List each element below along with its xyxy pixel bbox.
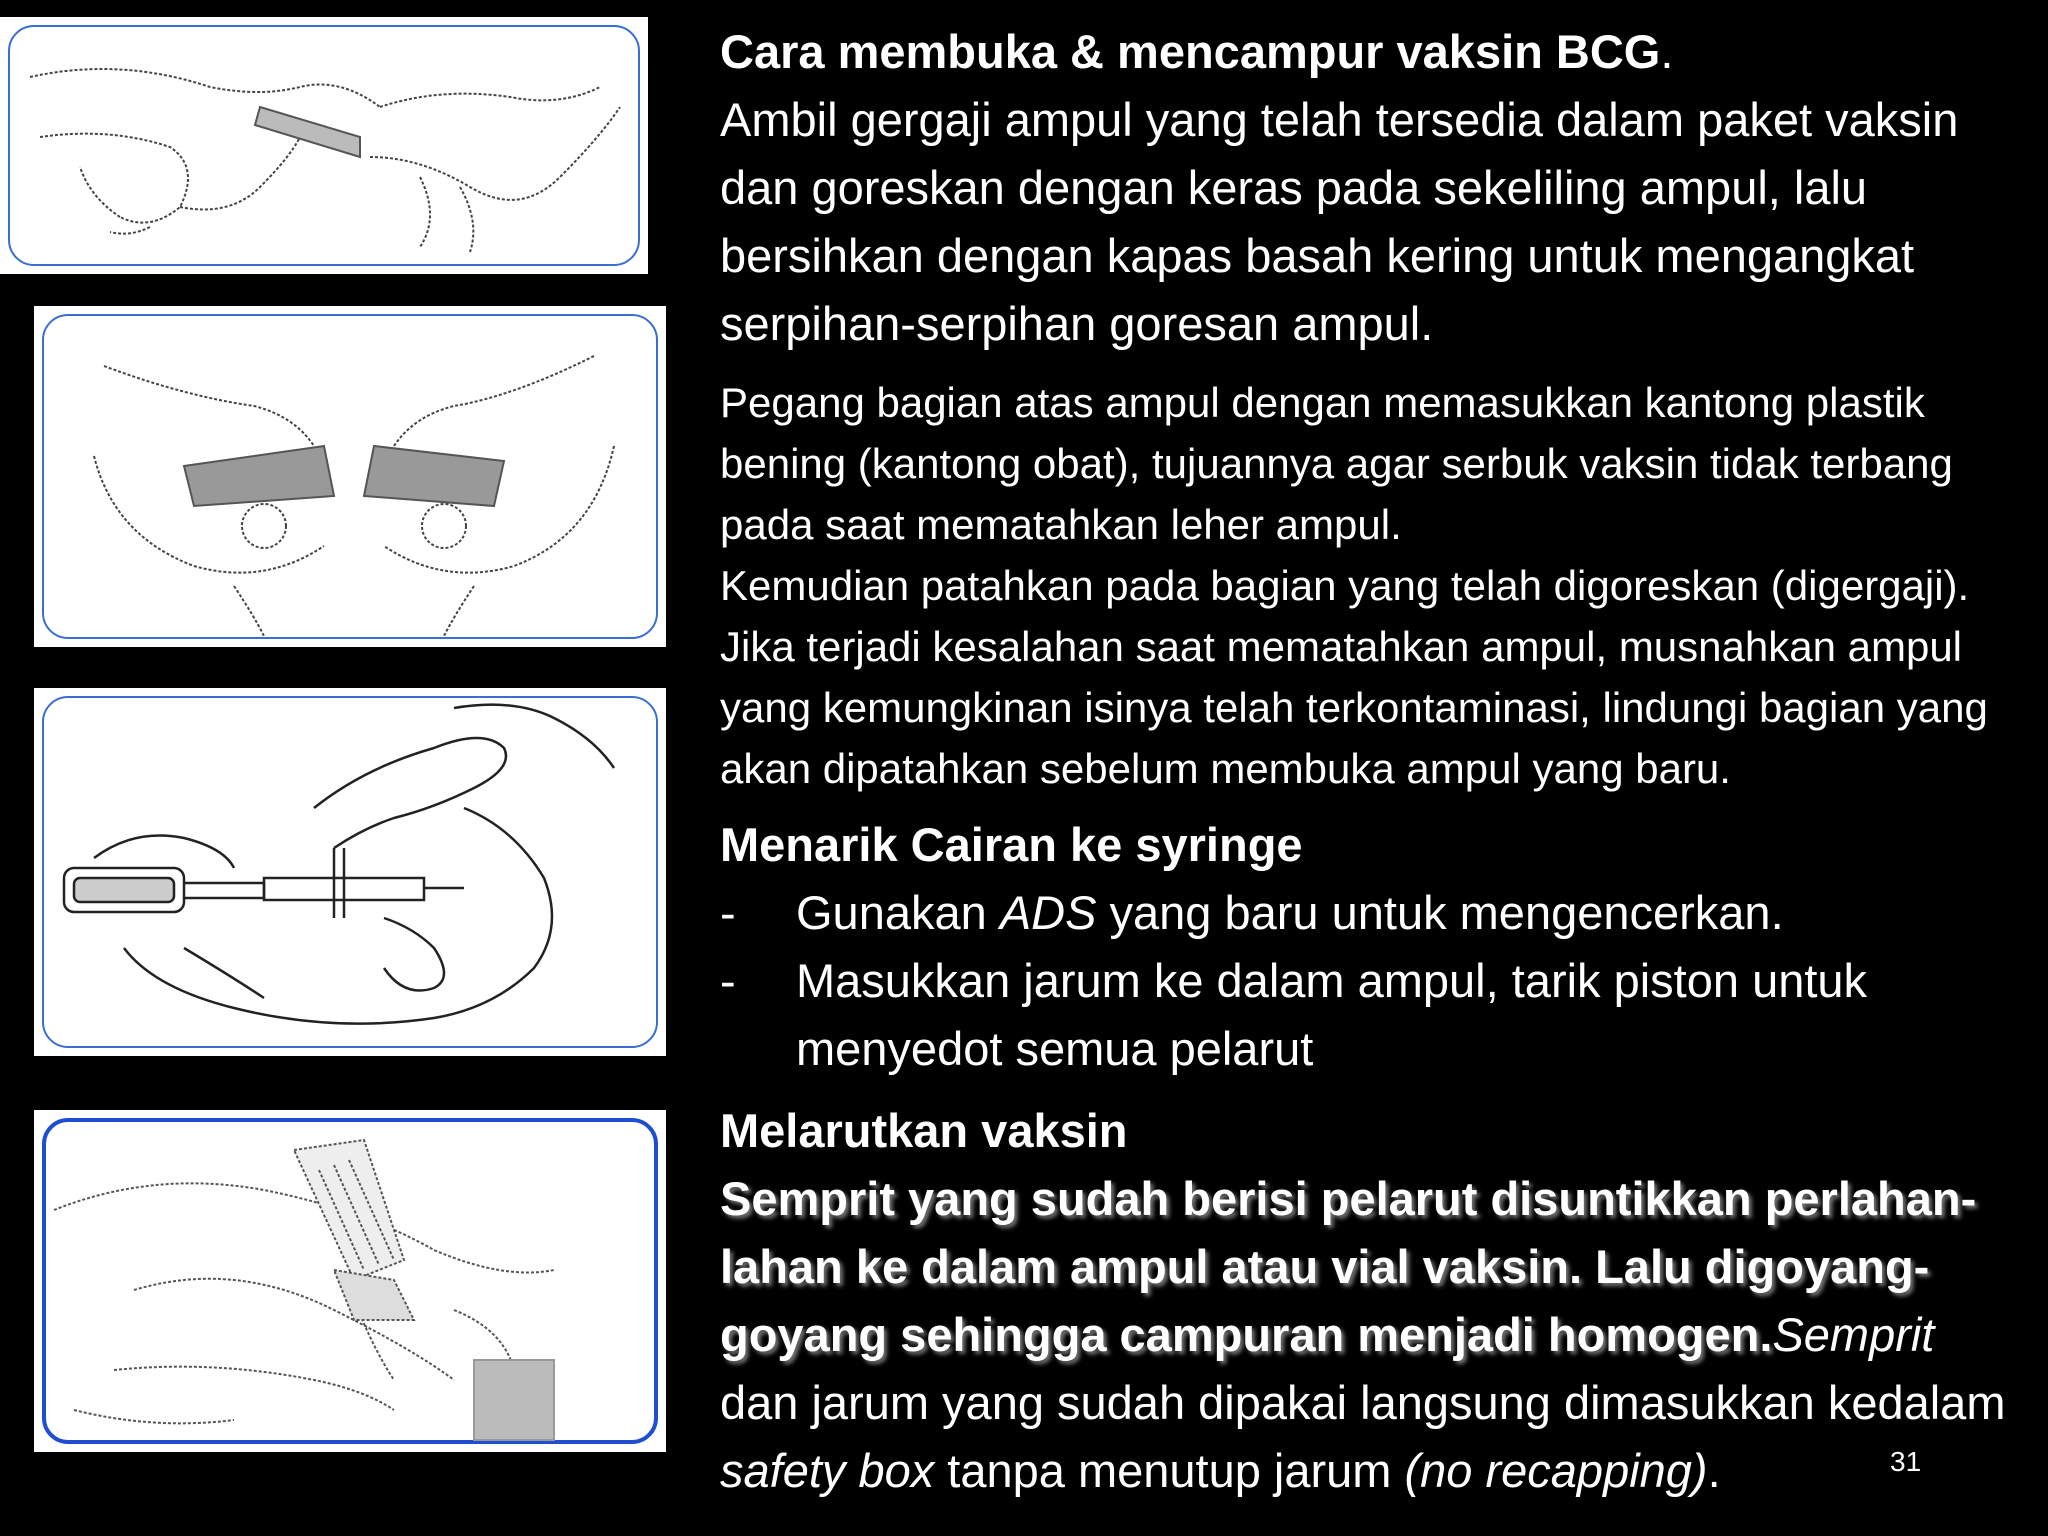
list-item-em: ADS [999, 886, 1097, 939]
illustration-breaking-ampoule [34, 306, 666, 647]
list-item-post: yang baru untuk mengencerkan. [1096, 886, 1784, 939]
list-item-pre: Masukkan jarum ke dalam ampul, tarik piston untuk menyedot semua pelarut [796, 954, 1868, 1075]
paragraph-saw-ampoule: Ambil gergaji ampul yang telah tersedia dalam paket vaksin dan goreskan dengan keras pada sekeliling ampul, lalu bersihkan dengan kapas basah kering untuk mengangkat serpihan-serpihan goresan ampul. [720, 93, 1959, 350]
illustration-sawing-ampoule [0, 17, 648, 274]
illustration-dissolving-vaccine [34, 1110, 666, 1452]
paragraph-dissolve-t1: dan jarum yang sudah dipakai langsung dimasukkan kedalam [720, 1376, 2006, 1429]
paragraph-dissolve-t2: tanpa menutup jarum [934, 1444, 1405, 1497]
list-item-text [796, 947, 2020, 1083]
hands-syringe-drawing [34, 688, 666, 1056]
paragraph-hold-ampoule-a: Pegang bagian atas ampul dengan memasukkan kantong plastik bening (kantong obat), tujuannya agar serbuk vaksin tidak terbang pada saat mematahkan leher ampul. [720, 379, 1953, 548]
list-item [720, 879, 2020, 947]
paragraph-dissolve-em1: Semprit [1772, 1308, 1935, 1361]
illustration-drawing-diluent [34, 688, 666, 1056]
heading1-title: Cara membuka & mencampur vaksin BCG [720, 25, 1661, 78]
hands-injecting-vial-drawing [34, 1110, 666, 1452]
paragraph-hold-ampoule-b: Kemudian patahkan pada bagian yang telah digoreskan (digergaji). Jika terjadi kesalahan saat mematahkan ampul, musnahkan ampul yang kemungkinan isinya telah terkontaminasi, lindungi bagian yang akan dipatahkan sebelum membuka ampul yang baru. [720, 562, 1988, 792]
paragraph-dissolve [720, 1165, 2020, 1505]
heading-opening-mixing [720, 18, 2020, 86]
instruction-text [720, 18, 2020, 1505]
heading1-period: . [1660, 25, 1674, 78]
list-dash: - [720, 954, 736, 1007]
list-item [720, 947, 2020, 1083]
hands-breaking-ampoule-drawing [34, 306, 666, 647]
list-dash: - [720, 886, 736, 939]
paragraph-dissolve-t3: . [1707, 1444, 1721, 1497]
list-item-pre: Gunakan [796, 886, 1000, 939]
heading-draw-diluent: Menarik Cairan ke syringe [720, 818, 1303, 871]
list-item-text [796, 879, 1784, 947]
paragraph-dissolve-bold: Semprit yang sudah berisi pelarut disuntikkan perlahan-lahan ke dalam ampul atau vial vaksin. Lalu digoyang-goyang sehingga campuran menjadi homogen. [720, 1172, 1977, 1361]
heading-dissolve-vaccine: Melarutkan vaksin [720, 1104, 1128, 1157]
paragraph-dissolve-em3: (no recapping) [1404, 1444, 1708, 1497]
paragraph-hold-ampoule [720, 372, 2020, 799]
hands-ampoule-saw-drawing [0, 17, 648, 274]
paragraph-dissolve-em2: safety box [720, 1444, 935, 1497]
page-number: 31 [1890, 1446, 1922, 1477]
